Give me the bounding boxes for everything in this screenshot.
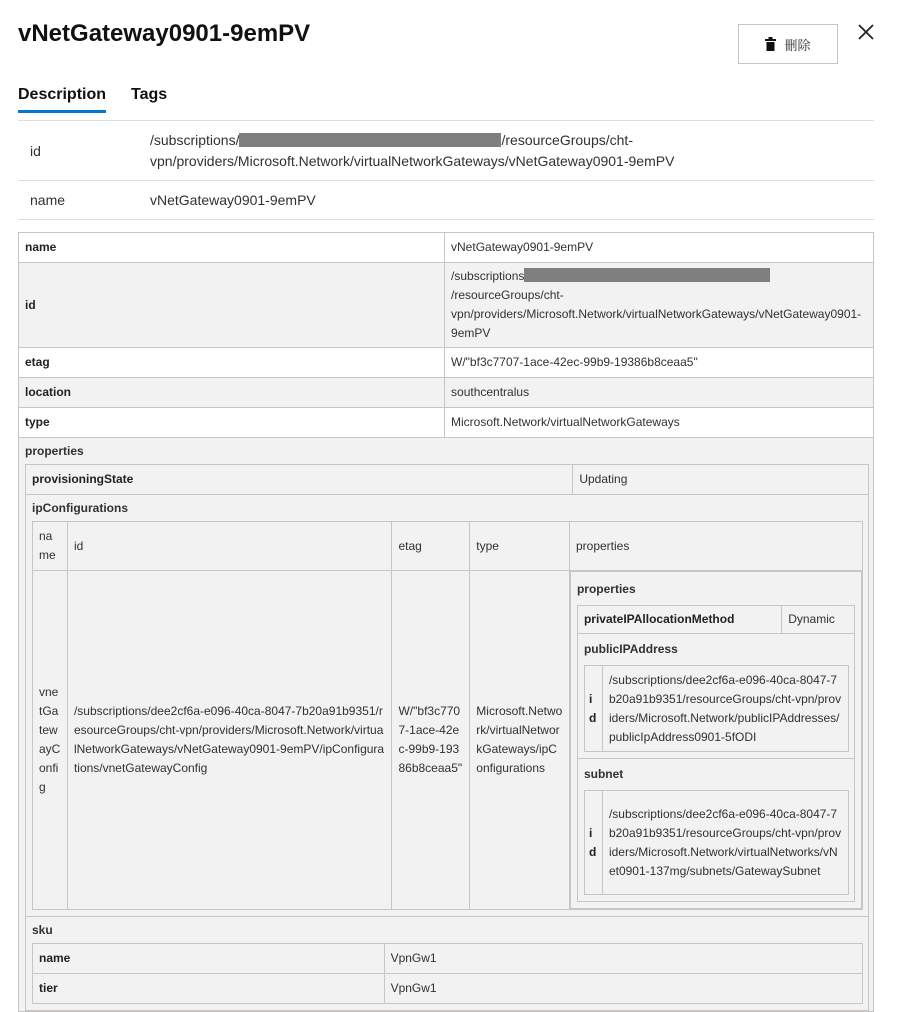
delete-button[interactable] [738, 24, 838, 64]
close-button[interactable] [854, 20, 878, 44]
table-row [584, 791, 848, 895]
column-header: properties [569, 522, 862, 571]
ipconfig-block [25, 495, 869, 917]
cell-properties [569, 571, 862, 910]
alloc-table [577, 605, 855, 634]
subnet-label: subnet [583, 767, 624, 781]
public-ip-block [577, 634, 855, 759]
field-value: /subscriptions/resourceGroups/cht-vpn/providers/Microsoft.Network/virtualNetworkGateways/vNetGateway0901-9emPV [445, 263, 874, 348]
properties-table [25, 464, 869, 495]
summary-name-value: vNetGateway0901-9emPV [150, 191, 316, 208]
ipconfig-table [32, 521, 863, 910]
column-header: id [67, 522, 392, 571]
table-row [584, 666, 848, 752]
close-icon [854, 20, 878, 44]
field-value: southcentralus [445, 378, 874, 408]
resource-json-view [18, 232, 874, 1012]
field-key: id [584, 791, 602, 895]
field-key: tier [33, 974, 385, 1004]
trash-icon [765, 37, 776, 51]
summary-name-row [18, 180, 874, 220]
field-value: VpnGw1 [384, 974, 862, 1004]
field-value: Microsoft.Network/virtualNetworkGateways [445, 408, 874, 438]
tab-description[interactable]: Description [18, 86, 106, 113]
field-value: W/"bf3c7707-1ace-42ec-99b9-19386b8ceaa5" [445, 348, 874, 378]
field-value: vNetGateway0901-9emPV [445, 233, 874, 263]
table-row [33, 571, 863, 910]
field-key: name [33, 944, 385, 974]
redacted-block [524, 268, 770, 282]
sku-block [25, 917, 869, 1011]
cell-name: vnetGatewayConfig [33, 571, 68, 910]
table-row [33, 974, 863, 1004]
cell-id: /subscriptions/dee2cf6a-e096-40ca-8047-7b20a91b9351/resourceGroups/cht-vpn/providers/Microsoft.Network/virtualNetworkGateways/vNetGateway0901-9emPV/ipConfigurations/vnetGatewayConfig [67, 571, 392, 910]
cell-type: Microsoft.Network/virtualNetworkGateways/ipConfigurations [470, 571, 570, 910]
column-header: type [470, 522, 570, 571]
tab-bar [18, 86, 192, 113]
field-key: location [19, 378, 445, 408]
field-value: Updating [573, 465, 869, 495]
table-row [19, 233, 874, 263]
field-key: id [584, 666, 602, 752]
nested-properties-label: properties [576, 582, 636, 596]
properties-label: properties [25, 444, 84, 458]
field-key: name [19, 233, 445, 263]
field-key: provisioningState [26, 465, 573, 495]
table-row [19, 378, 874, 408]
summary-id-row [18, 120, 874, 180]
page-title: vNetGateway0901-9emPV [18, 20, 311, 47]
field-value: /subscriptions/dee2cf6a-e096-40ca-8047-7b20a91b9351/resourceGroups/cht-vpn/providers/Microsoft.Network/publicIPAddresses/publicIpAddress0901-5fODI [602, 666, 848, 752]
table-row [19, 348, 874, 378]
field-value: Dynamic [782, 606, 855, 634]
table-row [19, 408, 874, 438]
resource-table [18, 232, 874, 438]
nested-properties-block [570, 571, 862, 909]
public-ip-label: publicIPAddress [583, 642, 678, 656]
sku-label: sku [32, 923, 53, 937]
summary-id-key: id [30, 142, 41, 159]
table-row [577, 606, 854, 634]
tab-tags[interactable]: Tags [131, 86, 168, 103]
redacted-block [239, 133, 501, 147]
table-row [19, 263, 874, 348]
cell-etag: W/"bf3c7707-1ace-42ec-99b9-19386b8ceaa5" [392, 571, 470, 910]
column-header: name [33, 522, 68, 571]
sku-table [32, 943, 863, 1004]
table-header-row [33, 522, 863, 571]
field-key: etag [19, 348, 445, 378]
summary-name-key: name [30, 192, 66, 208]
column-header: etag [392, 522, 470, 571]
field-key: id [19, 263, 445, 348]
field-key: privateIPAllocationMethod [577, 606, 781, 634]
field-key: type [19, 408, 445, 438]
subnet-table [584, 790, 849, 895]
subnet-block [577, 759, 855, 902]
table-row [33, 944, 863, 974]
summary-id-value: /subscriptions/ /resourceGroups/cht-vpn/providers/Microsoft.Network/virtualNetworkGateways/vNetGateway0901-9emPV [150, 131, 675, 169]
field-value: VpnGw1 [384, 944, 862, 974]
delete-label: 刪除 [784, 37, 811, 53]
public-ip-table [584, 665, 849, 752]
properties-block [18, 438, 874, 1012]
field-value: /subscriptions/dee2cf6a-e096-40ca-8047-7b20a91b9351/resourceGroups/cht-vpn/providers/Microsoft.Network/virtualNetworks/vNet0901-137mg/subnets/GatewaySubnet [602, 791, 848, 895]
table-row [26, 465, 869, 495]
ipconfig-label: ipConfigurations [32, 501, 128, 515]
